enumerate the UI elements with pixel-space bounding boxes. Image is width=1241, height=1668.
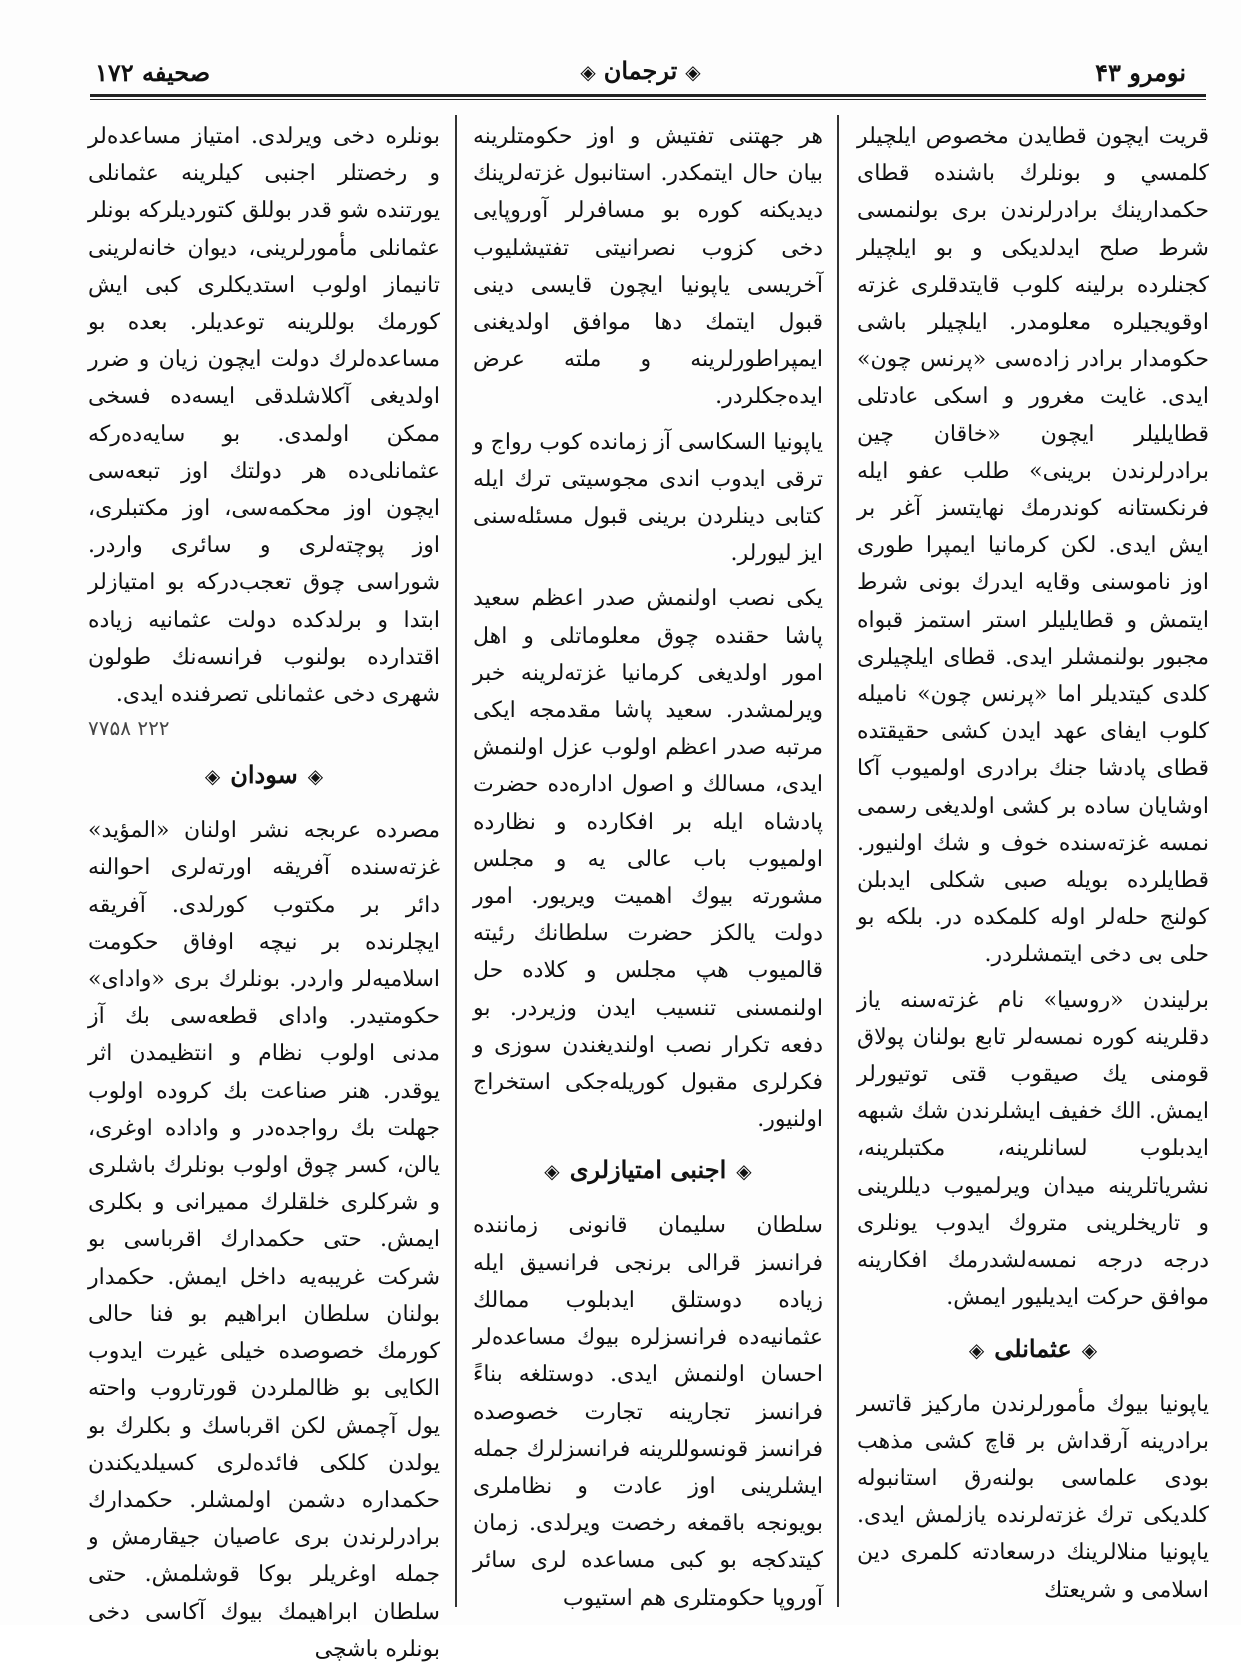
ornament-icon: ◈ — [1081, 1337, 1098, 1362]
section-heading-ottoman — [857, 1331, 1209, 1368]
column-middle — [473, 118, 823, 1617]
issue-number: نومرو ۴۳ — [1095, 58, 1186, 87]
section-heading-foreign-privileges — [473, 1152, 823, 1189]
article-paragraph: مصرده عربجه نشر اولنان «المؤيد» غزته‌سنده آفريقه اورته‌لرى احوالنه دائر بر مكتوب كورلدى. آفريقه ايچلرنده بر نيچه اوفاق حكومت اسلاميه‌لر واردر. بونلرك برى «واداى» حكومتيدر. واداى قطعه‌سى بك آز مدنى اولوب نظام و انتظيمدن اثر يوقدر. هنر صناعت بك كروده اولوب جهلت بك رواجده‌در و واداده اوغرى، يالن، كسر چوق اولوب بونلرك باشلرى و شركلرى خلقلرك مميرانى و بكلرى ايمش. حتى حكمدارك اقرباسى بو شركت غريبه‌يه داخل ايمش. حكمدار بولنان سلطان ابراهيم بو فنا حالى كورمك خصوصده خيلى غيرت ايدوب الكايى بو ظالملردن قورتاروب واحته يول آچمش لكن اقرباسك و بكلرك بو يولدن كلكى فائده‌لرى كسيلديكندن حكمداره دشمن اولمشلر. حكمدارك برادرلرندن برى عاصيان جيقارمش و جمله اوغريلر بوكا قوشلمش. حتى سلطان ابراهيمك بيوك آكاسى دخى بونلره باشچى — [88, 818, 440, 1662]
ornament-icon: ◈ — [204, 764, 221, 789]
header-rule — [90, 94, 1206, 100]
section-title: اجنبى امتيازلرى — [569, 1155, 727, 1185]
article-paragraph: بونلره دخى ويرلدى. امتياز مساعده‌لر و رخصتلر اجنبى كيلرينه عثمانلى يورتنده شو قدر بوللق كتورديلركه بونلر عثمانلى مأمورلرينى، ديوان خانه‌لرينى تانيماز اولوب استديكلرى كبى ايش كورمك بوللرينه توعديلر. بعده بو مساعده‌لرك دولت ايچون زيان و ضرر اولديغى آكلاشلدقى ايسه‌ده فسخى ممكن اولمدى. بو سايه‌ده‌ركه عثمانلى‌ده هر دولتك اوز تبعه‌سى ايچون اوز محكمه‌سى، اوز مكتبلرى، اوز پوچته‌لرى و سائرى واردر. شوراسى چوق تعجب‌دركه بو امتيازلر ابتدا و برلدكده دولت عثمانيه زياده اقتدارده بولنوب فرانسه‌نك طولون شهرى دخى عثمانلى تصرفنده ايدى. — [88, 124, 440, 708]
ornament-icon: ◈ — [685, 60, 701, 84]
section-title: سودان — [230, 760, 298, 790]
article-paragraph: قريت ايچون قطايدن مخصوص ايلچيلر كلمسي و بونلرك باشنده قطاى حكمدارينك برادرلرندن برى بولنمسى شرط صلح ايدلديكى و بو ايلچيلر كجنلرده برلينه كلوب قايتدقلرى غزته اوقويجيلره معلومدر. ايلچيلر باشى حكومدار برادر زاده‌سى «پرنس چون» ايدى. غايت مغرور و اسكى عادتلى قطايليلر ايچون «خاقان چين برادرلرندن برينى» طلب عفو ايله فرنكستانه كوندرمك نهايتسز آغر بر ايش ايدى. لكن كرمانيا ايمپرا طورى اوز ناموسنى وقايه ايدرك بونى شرط ايتمش و قطايليلر استر استمز قبواه مجبور بولنمشلر ايدى. قطاى ايلچيلرى كلدى كيتديلر اما «پرنس چون» ناميله كلوب ايفاى عهد ايدن كشى حقيقتده قطاى پادشا جنك برادرى اولميوب آكا اوشايان ساده بر كشى اولديغى رسمى نمسه غزته‌سنده خوف و شك اولنيور. قطايلرده بويله صبى شكلى ايدبلن كولنج حله‌لر اوله كلمكده در. بلكه بو حلى بى دخى ايتمشلردر. — [857, 124, 1209, 968]
page-number: صحيفه ۱۷۲ — [95, 58, 211, 87]
ornament-icon: ◈ — [968, 1337, 985, 1362]
section-heading-sudan — [88, 757, 440, 794]
article-paragraph: ياپونيا بيوك مأمورلرندن ماركيز قاتسر برادرينه آرقداش بر قاچ كشى مذهب بودى علماسى بولنه‌رق استانبوله كلديكى ترك غزته‌لرنده يازلمش ايدى. ياپونيا منلالرينك درسعادته كلمرى دين اسلامى و شريعتك — [857, 1391, 1209, 1603]
column-divider — [455, 115, 457, 1607]
column-divider — [837, 115, 839, 1607]
column-right — [857, 118, 1209, 1609]
masthead-title — [572, 56, 708, 85]
column-left — [88, 118, 440, 1668]
stray-numbers: ۷۷۵۸ ۲۲۲ — [88, 716, 170, 741]
article-paragraph: سلطان سليمان قانونى زماننده فرانسز قرالى برنجى فرانسيق ايله زياده دوستلق ايدبلوب ممالك عثمانيه‌ده فرانسزلره بيوك مساعده‌لر احسان اولنمش ايدى. دوستلغه بناءً فرانسز تجارينه تجارت خصوصده فرانسز قونسوللرينه فرانسزلرك جمله ايشلرينى اوز عادت و نظاملرى بويونجه باقمغه رخصت ويرلدى. زمان كيتدكجه بو كبى مساعده لرى سائر آوروپا حكومتلرى هم استيوب — [473, 1213, 823, 1611]
ornament-icon: ◈ — [580, 60, 596, 84]
article-paragraph: هر جهتنى تفتيش و اوز حكومتلرينه بيان حال ايتمكدر. استانبول غزته‌لرينك ديديكنه كوره بو مسافرلر آوروپايى دخى كزوب نصرانيتى تفتيشليوب آخريسى ياپونيا ايچون قايسى دينى قبول ايتمك دها موافق اولديغنى ايمپراطورلرينه و ملته عرض ايده‌جكلردر. — [473, 124, 823, 410]
article-paragraph: ياپونيا السكاسى آز زمانده كوب رواج و ترقى ايدوب اندى مجوسيتى ترك ايله كتابى دينلردن برينى قبول مسئله‌سنى ايز ليورلر. — [473, 429, 823, 567]
article-paragraph: برليندن «روسيا» نام غزته‌سنه ياز دقلرينه كوره نمسه‌لر تابع بولنان پولاق قومنى يك صيقوب قتى توتيورلر ايمش. الك خفيف ايشلرندن شك شبهه ايدبلوب لسانلرينه، مكتبلرينه، نشرياتلرينه ميدان ويرلميوب ديللرينى و تاريخلرينى متروك ايدوب يونلرى درجه درجه نمسه‌لشدرمك افكارينه موافق حركت ايديليور ايمش. — [857, 987, 1209, 1311]
newspaper-title: ترجمان — [603, 56, 678, 85]
article-paragraph: يكى نصب اولنمش صدر اعظم سعيد پاشا حقنده چوق معلوماتلى و اهل امور اولديغى كرمانيا غزته‌لرينه خبر ويرلمشدر. سعيد پاشا مقدمجه ايكى مرتبه صدر اعظم اولوب عزل اولنمش ايدى، مسالك و اصول اداره‌ده حضرت پادشاه ايله بر افكارده و نظارده اولميوب باب عالى يه و مجلس مشورته بيوك اهميت ويريور. امور دولت يالكز حضرت سلطانك رئيته قالميوب هپ مجلس و كلاده حل اولنمسنى تنسيب ايدن وزيردر. بو دفعه تكرار نصب اولنديغندن سوزى و فكرلرى مقبول كوريله‌جكى استخراج اولنيور. — [473, 586, 823, 1133]
ornament-icon: ◈ — [736, 1159, 752, 1184]
page-header — [95, 50, 1186, 90]
ornament-icon: ◈ — [544, 1159, 560, 1184]
section-title: عثمانلى — [994, 1333, 1072, 1363]
ornament-icon: ◈ — [307, 764, 324, 789]
